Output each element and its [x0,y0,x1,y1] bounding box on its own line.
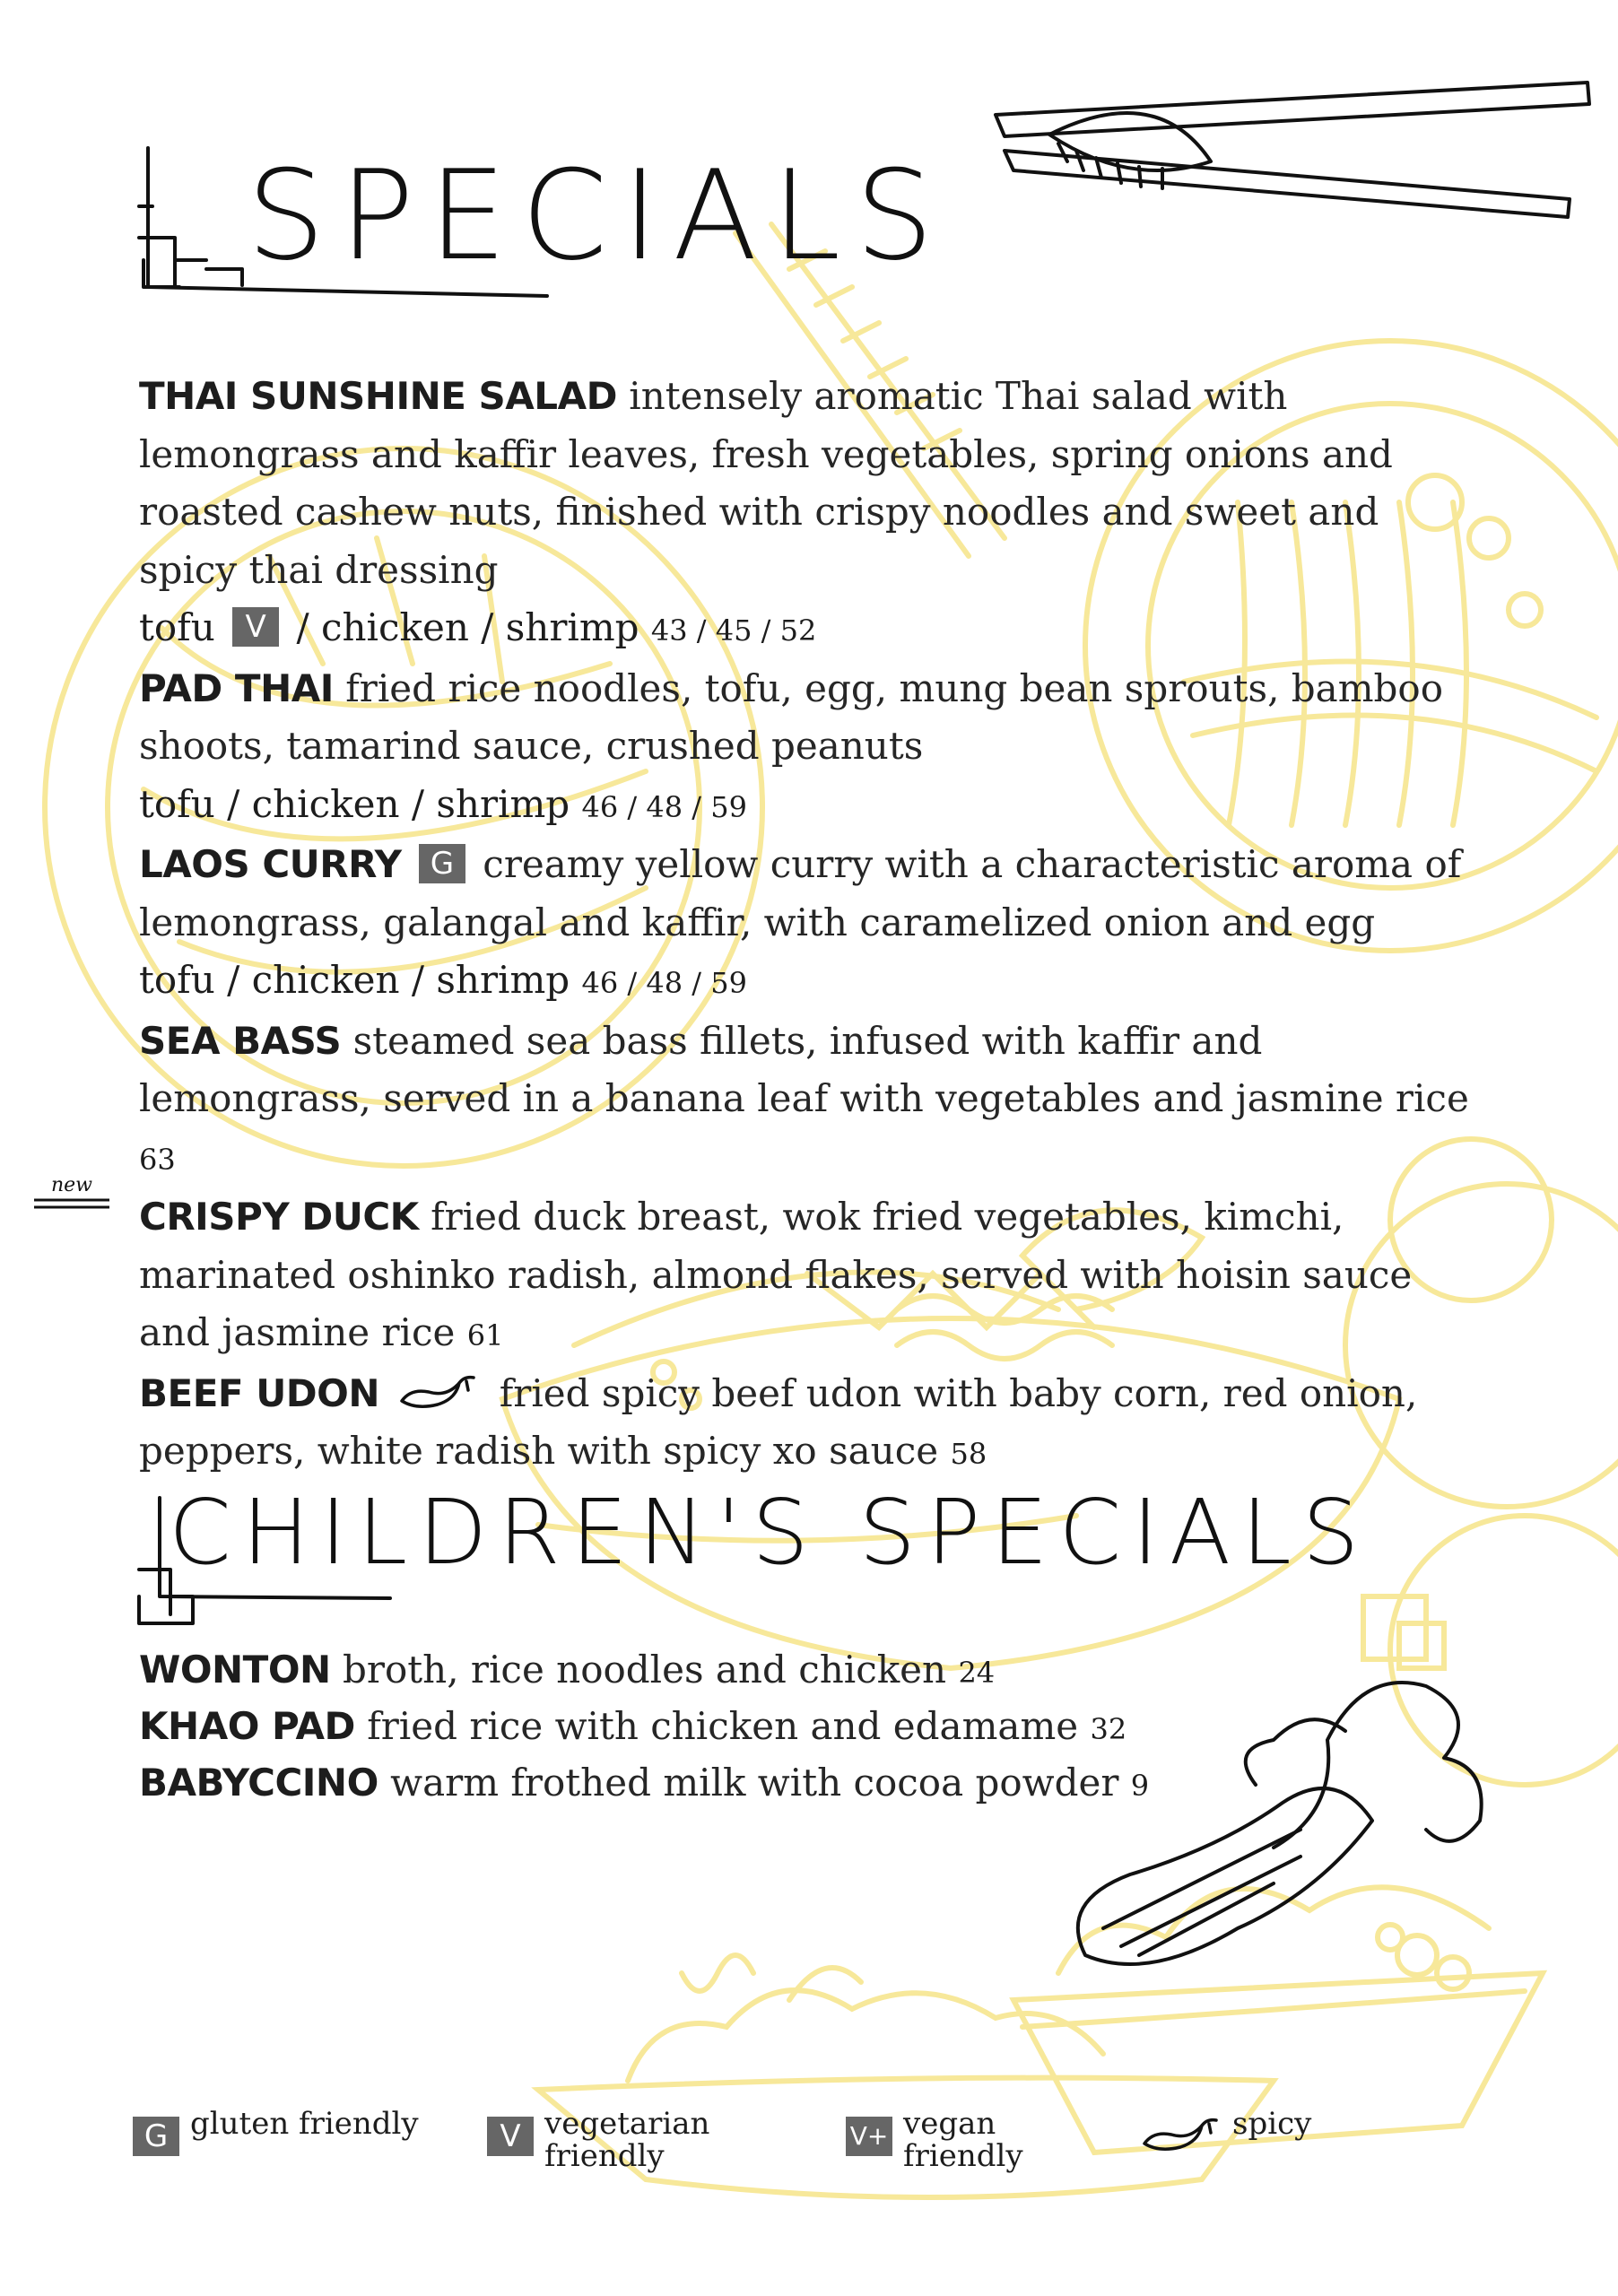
menu-item [139,368,1484,660]
item-description: warm frothed milk with cocoa powder [390,1761,1119,1805]
item-options: tofu / chicken / shrimp [139,958,570,1002]
vegetarian-badge: V [487,2117,534,2156]
menu-item [139,1188,1484,1365]
item-description: creamy yellow curry with a characteristic aroma of lemongrass, galangal and kaffir, with caramelized onion and egg [139,842,1462,944]
childrens-specials-title: CHILDREN'S SPECIALS [169,1480,1370,1585]
specials-menu [139,368,1484,1483]
item-name: WONTON [139,1648,331,1692]
item-name: LAOS CURRY [139,842,402,886]
item-description: intensely aromatic Thai salad with lemongrass and kaffir leaves, fresh vegetables, spring onions and roasted cashew nuts, finished with crispy noodles and sweet and spicy thai dressing [139,374,1393,592]
item-name: SEA BASS [139,1018,342,1063]
item-price: 43 / 45 / 52 [650,613,817,648]
item-price: 46 / 48 / 59 [581,966,747,1000]
item-price: 58 [950,1437,987,1471]
menu-item [139,1756,1484,1813]
legend-label: vegetarian friendly [544,2106,710,2174]
item-name: KHAO PAD [139,1704,355,1748]
chili-pepper-icon [396,1374,482,1410]
new-item-marker [30,1170,113,1216]
gluten-badge: G [419,844,465,883]
item-name: CRISPY DUCK [139,1195,419,1239]
item-description: fried spicy beef udon with baby corn, red onion, peppers, white radish with spicy xo sauce [139,1370,1418,1473]
menu-item [139,1643,1484,1700]
item-price: 32 [1090,1712,1127,1746]
item-options: tofu [139,605,215,649]
item-description: fried duck breast, wok fried vegetables, kimchi, marinated oshinko radish, almond flakes, served with hoisin sauce and jasmine rice [139,1195,1413,1354]
item-options: tofu / chicken / shrimp [139,781,570,826]
menu-item [139,1013,1484,1189]
vegetarian-badge: V [232,607,279,647]
gluten-badge: G [133,2117,179,2156]
chili-pepper-icon [1139,2117,1224,2152]
menu-item [139,1365,1484,1483]
menu-item [139,836,1484,1013]
item-price: 63 [139,1142,176,1177]
item-description: steamed sea bass fillets, infused with kaffir and lemongrass, served in a banana leaf with vegetables and jasmine rice [139,1018,1469,1120]
item-price: 46 / 48 / 59 [581,789,747,824]
legend-label: vegan friendly [903,2106,1023,2174]
item-name: BABYCCINO [139,1761,378,1805]
specials-title: SPECIALS [247,144,948,288]
item-description: fried rice with chicken and edamame [367,1704,1079,1748]
item-options: / chicken / shrimp [296,605,639,649]
menu-item [139,660,1484,837]
legend-label: gluten friendly [190,2106,419,2142]
vegan-badge: V+ [846,2117,892,2156]
legend-label: spicy [1232,2106,1312,2142]
item-name: BEEF UDON [139,1370,380,1415]
item-price: 61 [466,1318,504,1352]
childrens-menu [139,1643,1484,1813]
item-name: PAD THAI [139,665,334,710]
item-price: 9 [1130,1769,1150,1803]
item-description: broth, rice noodles and chicken [343,1648,947,1692]
item-description: fried rice noodles, tofu, egg, mung bean sprouts, bamboo shoots, tamarind sauce, crushed peanuts [139,665,1443,768]
menu-item [139,1700,1484,1756]
item-name: THAI SUNSHINE SALAD [139,374,617,418]
item-price: 24 [958,1656,996,1690]
new-item-label: new [50,1174,93,1196]
